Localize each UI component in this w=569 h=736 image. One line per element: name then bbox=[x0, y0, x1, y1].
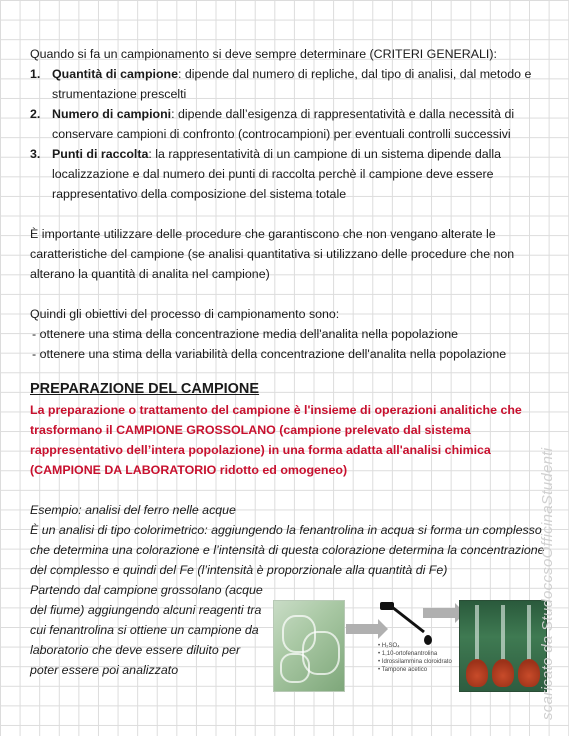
reagent-item: • Tampone acetico bbox=[378, 666, 452, 674]
objective-item: - ottenere una stima della variabilità della concentrazione dell'analita nella popolazione bbox=[32, 347, 507, 361]
criteria-list bbox=[30, 64, 545, 204]
objectives-intro: Quindi gli obiettivi del processo di campionamento sono: bbox=[30, 307, 340, 321]
reagent-item: • H₂SO₄ bbox=[378, 642, 452, 650]
reagent-list bbox=[378, 642, 452, 674]
procedures-paragraph: È importante utilizzare delle procedure che garantiscono che non vengano alterate le caratteristiche del campione (se analisi quantitativa si utilizzano delle procedure che non alterano la quantità di analita nel campione) bbox=[30, 227, 515, 281]
criteria-title: Punti di raccolta bbox=[52, 147, 149, 161]
criteria-title: Quantità di campione bbox=[52, 67, 178, 81]
example-text: È un analisi di tipo colorimetrico: aggiungendo la fenantrolina in acqua si forma un complesso che determina una colorazione e l’intensità di questa colorazione determina la concentrazione del complesso e quindi del Fe (l’intensità è proporzionale alla quantità di Fe) bbox=[30, 523, 545, 577]
example-title: Esempio: analisi del ferro nelle acque bbox=[30, 503, 236, 517]
list-number: 2. bbox=[30, 107, 41, 121]
intro-text: Quando si fa un campionamento si deve sempre determinare (CRITERI GENERALI): bbox=[30, 47, 497, 61]
criteria-text: : dipende dall’esigenza di rappresentatività e dalla necessità di conservare campioni di confronto (controcampioni) per eventuali controlli successivi bbox=[52, 107, 515, 141]
list-number: 1. bbox=[30, 67, 41, 81]
objective-item: - ottenere una stima della concentrazione media dell'analita nella popolazione bbox=[32, 327, 458, 341]
arrow-right-icon bbox=[423, 608, 455, 618]
list-number: 3. bbox=[30, 147, 41, 161]
reagent-item: • 1,10-ortofenantrolina bbox=[378, 650, 452, 658]
arrow-right-icon bbox=[346, 624, 378, 634]
definition-text: La preparazione o trattamento del campione è l'insieme di operazioni analitiche che trasformano il CAMPIONE GROSSOLANO (campione prelevato dal sistema rappresentativo dell’intera popolazione) in una forma adatta all'analisi chimica (CAMPIONE DA LABORATORIO ridotto ed omogeneo) bbox=[30, 403, 522, 477]
list-item bbox=[30, 144, 545, 204]
reagent-item: • Idrossilammina cloroidrato bbox=[378, 658, 452, 666]
example-continuation: Partendo dal campione grossolano (acque del fiume) aggiungendo alcuni reagenti tra cui fenantrolina si ottiene un campione da laboratorio che deve essere diluito per poter essere poi analizzato bbox=[30, 583, 263, 677]
criteria-text: : dipende dal numero di repliche, dal tipo di analisi, dal metodo e strumentazione prescelti bbox=[52, 67, 532, 101]
criteria-text: : la rappresentatività di un campione di un sistema dipende dalla localizzazione e dal numero dei punti di raccolta perchè il campione deve essere rappresentativo della composizione del sistema totale bbox=[52, 147, 502, 201]
criteria-title: Numero di campioni bbox=[52, 107, 172, 121]
procedure-illustration bbox=[273, 600, 545, 692]
document-page bbox=[30, 44, 545, 680]
river-water-photo bbox=[273, 600, 345, 692]
list-item bbox=[30, 104, 545, 144]
list-item bbox=[30, 64, 545, 104]
watermark: scaricato da StudoccsoOfficinaStudenti bbox=[539, 447, 556, 720]
flasks-photo bbox=[459, 600, 547, 692]
section-heading: PREPARAZIONE DEL CAMPIONE bbox=[30, 381, 260, 397]
